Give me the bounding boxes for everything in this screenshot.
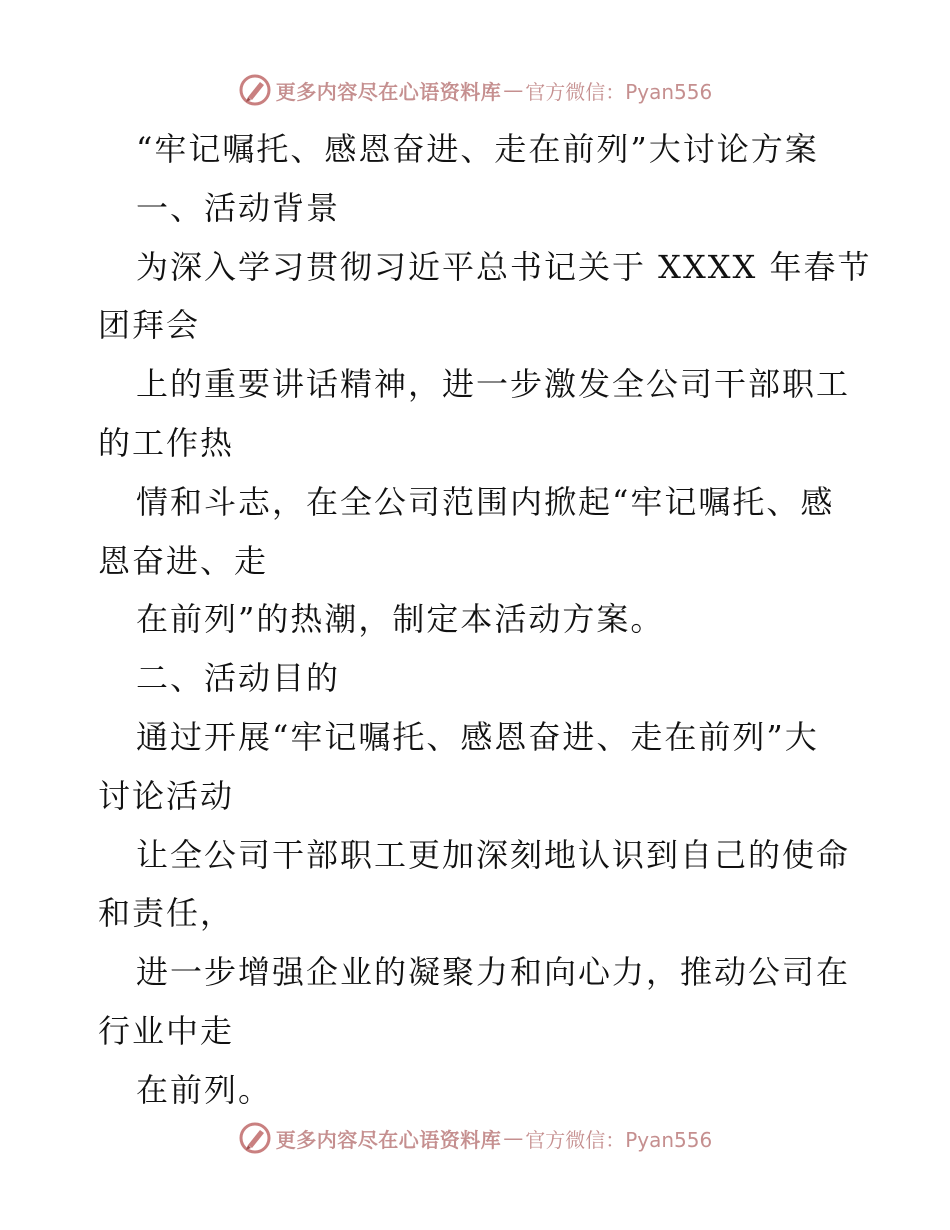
document-body bbox=[98, 120, 872, 1120]
watermark-site-text: 更多内容尽在心语资料库 bbox=[275, 1127, 502, 1152]
document-line: 一、活动背景 bbox=[136, 188, 341, 227]
watermark-dash: — bbox=[503, 78, 524, 102]
watermark-site-text: 更多内容尽在心语资料库 bbox=[275, 79, 502, 104]
document-line: 情和斗志，在全公司范围内掀起“牢记嘱托、感 bbox=[136, 482, 835, 521]
document-line: 二、活动目的 bbox=[136, 659, 341, 698]
document-line: 的工作热 bbox=[98, 423, 235, 462]
watermark-header bbox=[0, 70, 950, 110]
document-line: 通过开展“牢记嘱托、感恩奋进、走在前列”大 bbox=[136, 717, 819, 756]
document-line: 在前列”的热潮，制定本活动方案。 bbox=[136, 600, 665, 639]
watermark-dash: — bbox=[503, 1126, 524, 1150]
document-line: 行业中走 bbox=[98, 1011, 235, 1050]
watermark-footer bbox=[0, 1118, 950, 1158]
document-line: 团拜会 bbox=[98, 306, 201, 345]
document-line: 讨论活动 bbox=[98, 776, 235, 815]
pen-logo-icon bbox=[238, 73, 272, 107]
document-line: 和责任， bbox=[98, 894, 235, 933]
document-line: 上的重要讲话精神，进一步激发全公司干部职工 bbox=[136, 365, 851, 404]
document-line: 为深入学习贯彻习近平总书记关于 XXXX 年春节 bbox=[136, 247, 872, 286]
watermark-wechat-text: 官方微信：Pyan556 bbox=[525, 79, 713, 104]
document-line: 在前列。 bbox=[136, 1070, 273, 1109]
document-line: 进一步增强企业的凝聚力和向心力，推动公司在 bbox=[136, 953, 851, 992]
document-line: “牢记嘱托、感恩奋进、走在前列”大讨论方案 bbox=[136, 130, 819, 168]
document-line: 恩奋进、走 bbox=[98, 541, 269, 580]
pen-logo-icon bbox=[238, 1121, 272, 1155]
document-line: 让全公司干部职工更加深刻地认识到自己的使命 bbox=[136, 835, 851, 874]
watermark-wechat-text: 官方微信：Pyan556 bbox=[525, 1127, 713, 1152]
